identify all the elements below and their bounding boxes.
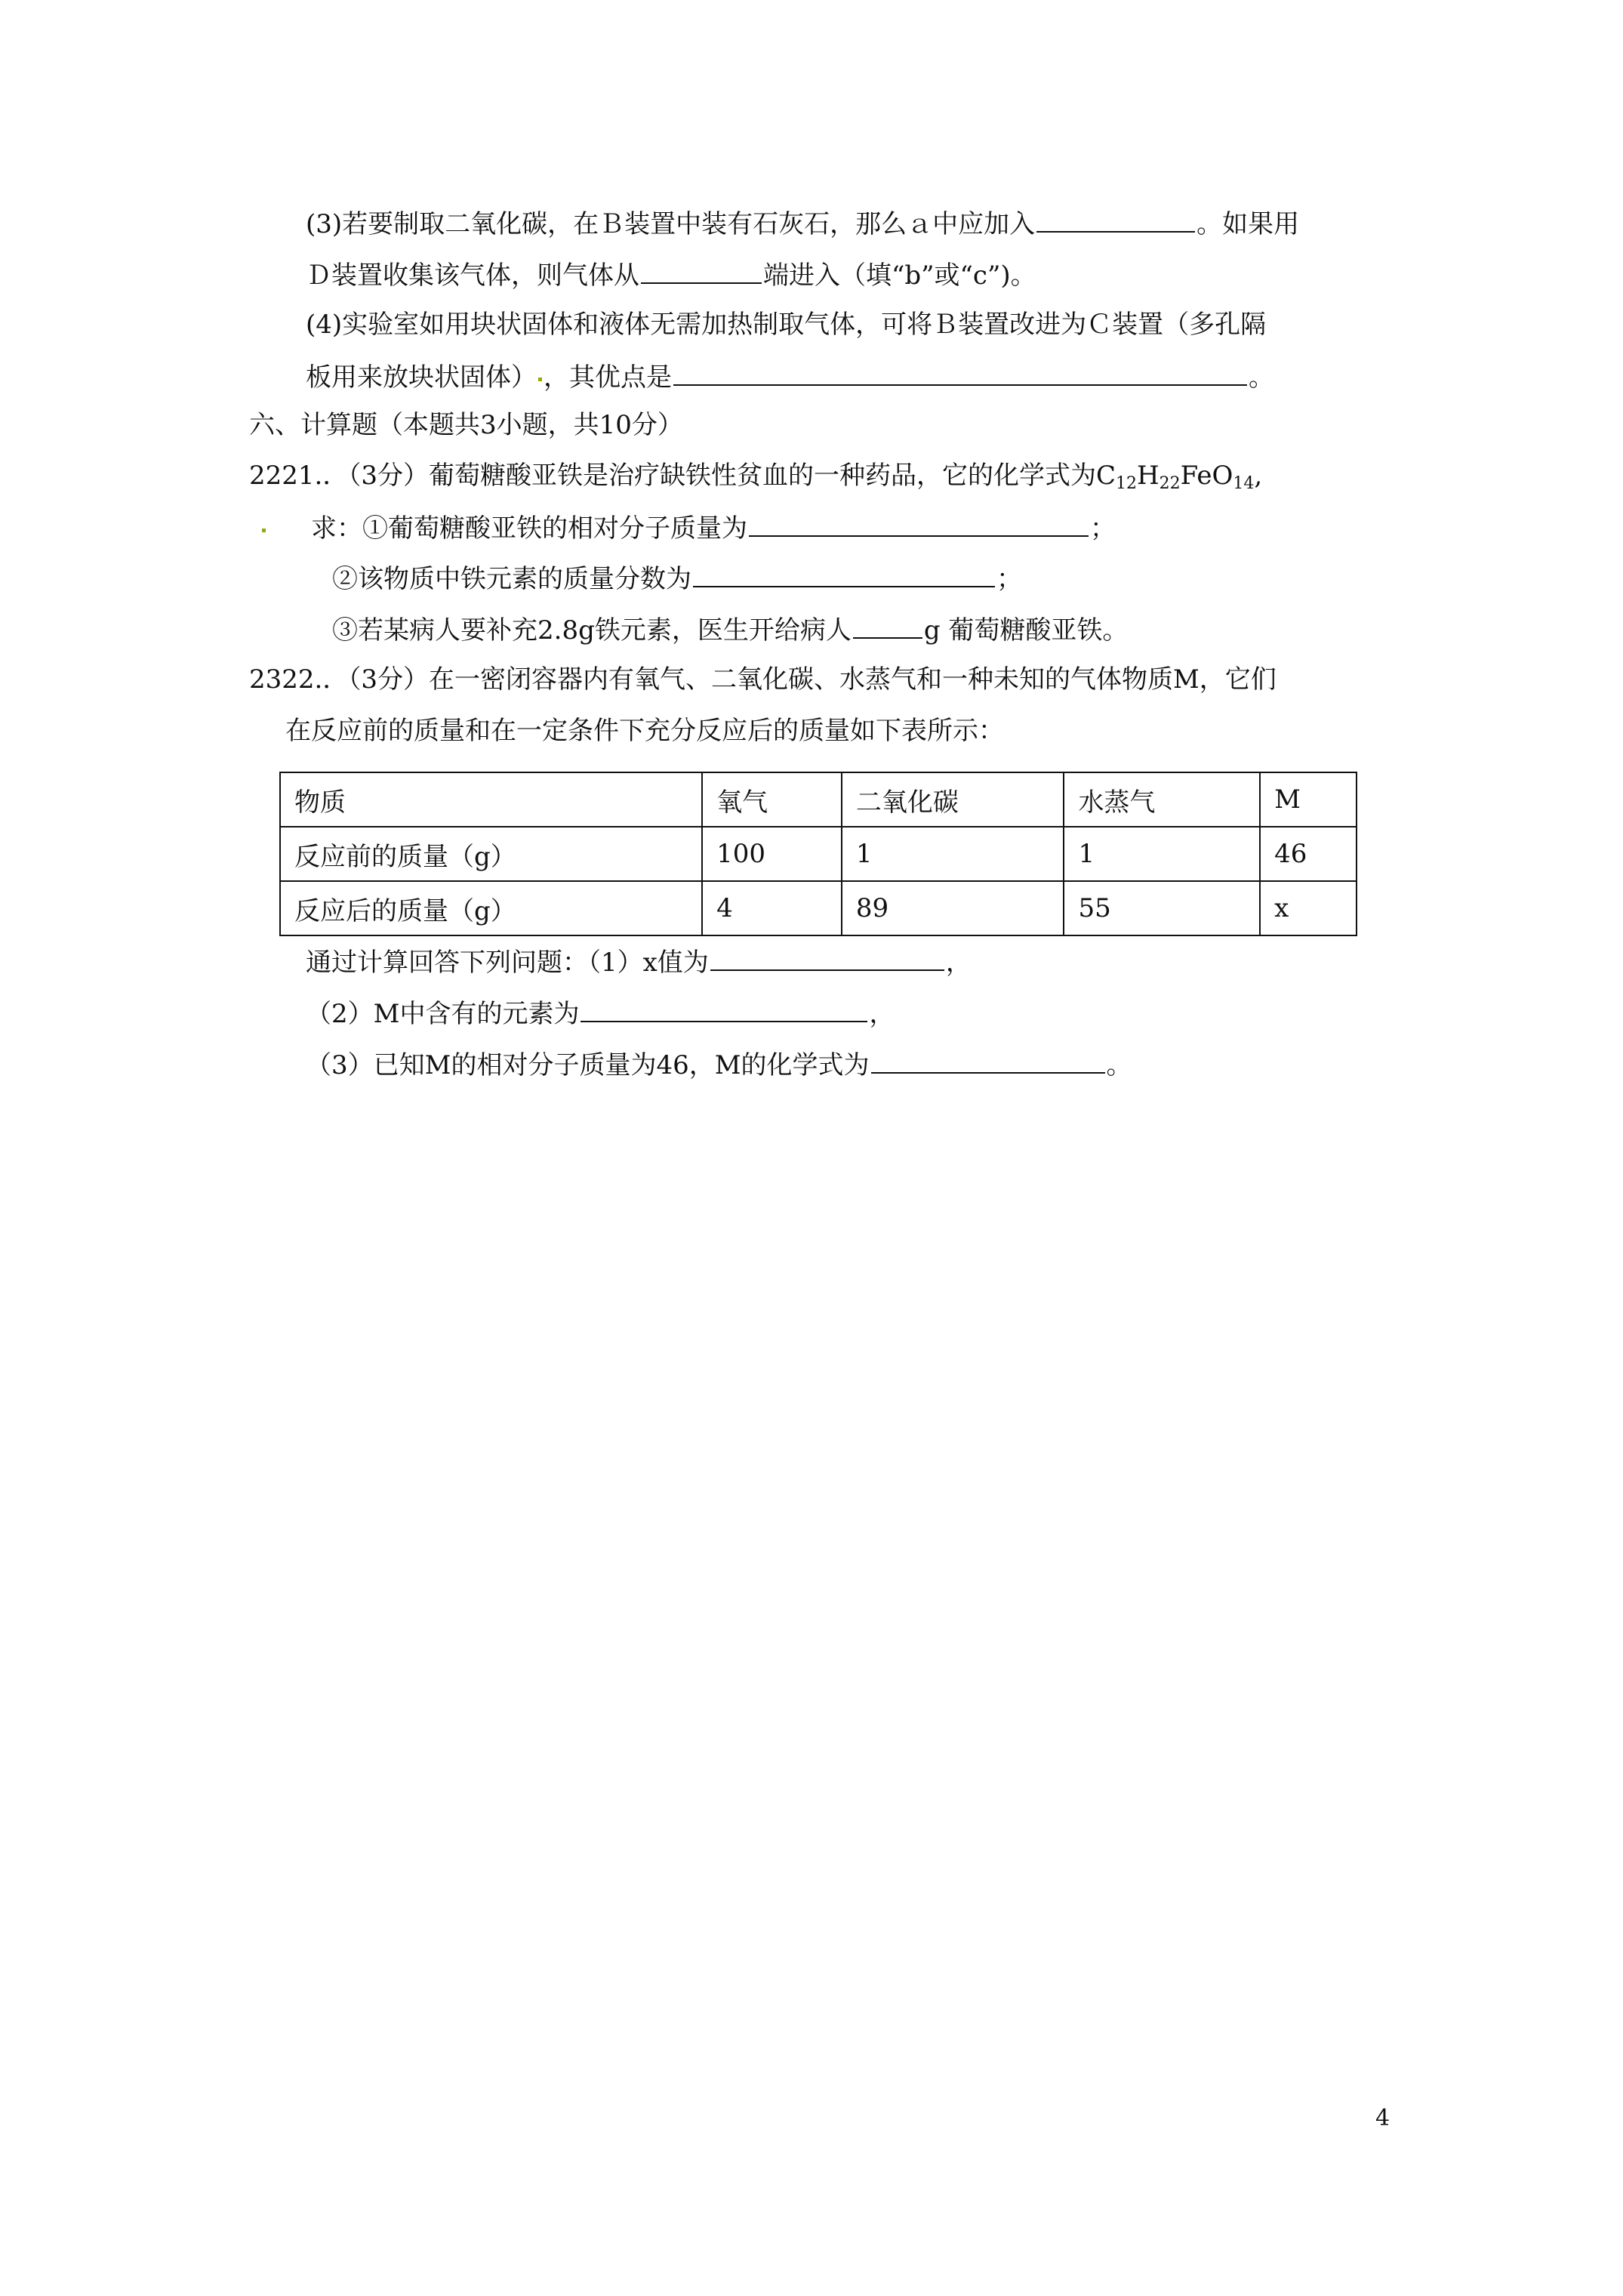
- table-header-cell: M: [1260, 772, 1357, 827]
- q21-blank-3[interactable]: [853, 612, 922, 639]
- q22-answer3: （3）已知M的相对分子质量为46，M的化学式为 。: [306, 1046, 1132, 1082]
- q21-stem: 2221.．（3分）葡萄糖酸亚铁是治疗缺铁性贫血的一种药品，它的化学式为$C_{12}H_{22}FeO_{14}$,: [249, 461, 1263, 493]
- table-cell: 反应前的质量（g）: [280, 827, 702, 881]
- q3-line2: Ｄ装置收集该气体，则气体从 端进入（填“b”或“c”)。: [306, 257, 1036, 292]
- q22-answer1: 通过计算回答下列问题：（1）x值为 ，: [306, 944, 972, 979]
- q21-part3: ③若某病人要补充2.8g铁元素，医生开给病人 g 葡萄糖酸亚铁。: [332, 612, 1128, 647]
- table-cell: 1: [842, 827, 1064, 881]
- chemical-formula: $C_{12}H_{22}FeO_{14}$: [1095, 461, 1255, 493]
- table-header-cell: 物质: [280, 772, 702, 827]
- q21-blank-2[interactable]: [693, 560, 995, 587]
- table-cell: 1: [1064, 827, 1260, 881]
- table-cell: 反应后的质量（g）: [280, 881, 702, 935]
- q22-stem-line1: 2322.．（3分）在一密闭容器内有氧气、二氧化碳、水蒸气和一种未知的气体物质M，它们: [249, 664, 1277, 695]
- table-cell: x: [1260, 881, 1357, 935]
- q21-part2: ②该物质中铁元素的质量分数为 ；: [332, 560, 1022, 596]
- table-header-row: [280, 772, 1357, 827]
- q3-blank-a[interactable]: [1036, 205, 1195, 233]
- q21-blank-1[interactable]: [749, 510, 1089, 537]
- table-cell: 55: [1064, 881, 1260, 935]
- page-number: 4: [1375, 2105, 1390, 2131]
- table-cell: 4: [702, 881, 842, 935]
- q22-blank-1[interactable]: [710, 944, 944, 971]
- q3-line1: (3)若要制取二氧化碳，在Ｂ装置中装有石灰石，那么ａ中应加入 。如果用: [306, 205, 1299, 241]
- table-row: [280, 881, 1357, 935]
- q4-line2: 板用来放块状固体） ，其优点是 。: [306, 359, 1274, 394]
- table-header-cell: 水蒸气: [1064, 772, 1260, 827]
- q4-blank[interactable]: [673, 359, 1247, 386]
- q3-blank-b[interactable]: [641, 257, 762, 284]
- q4-line1: (4)实验室如用块状固体和液体无需加热制取气体，可将Ｂ装置改进为Ｃ装置（多孔隔: [306, 310, 1267, 340]
- table-header-cell: 二氧化碳: [842, 772, 1064, 827]
- stray-dot-mark: [538, 378, 542, 381]
- stray-dot-mark: [262, 529, 266, 532]
- q22-blank-3[interactable]: [871, 1046, 1105, 1074]
- q21-part1: 求：①葡萄糖酸亚铁的相对分子质量为 ；: [260, 510, 1116, 545]
- table-cell: 100: [702, 827, 842, 881]
- mass-table: [279, 772, 1357, 936]
- q22-answer2: （2）M中含有的元素为 ，: [306, 995, 895, 1031]
- table-row: [280, 827, 1357, 881]
- q22-stem-line2: 在反应前的质量和在一定条件下充分反应后的质量如下表所示：: [285, 716, 1004, 746]
- q22-blank-2[interactable]: [581, 995, 867, 1022]
- section-title: 六、计算题（本题共3小题，共10分）: [249, 410, 683, 440]
- table-cell: 89: [842, 881, 1064, 935]
- table-cell: 46: [1260, 827, 1357, 881]
- table-header-cell: 氧气: [702, 772, 842, 827]
